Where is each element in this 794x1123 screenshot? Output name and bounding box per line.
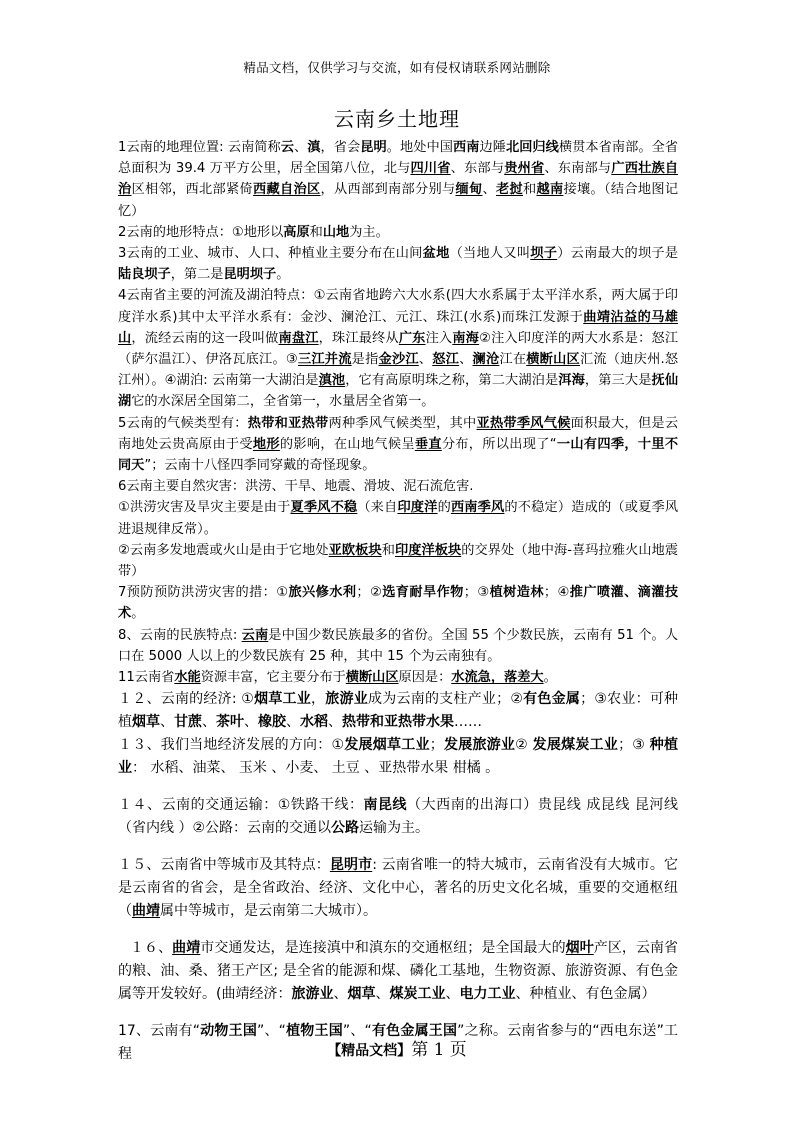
bold-term: 热带和亚热带水果 [342,714,454,731]
text-run: 、种植业、有色金属） [515,986,656,1003]
text-run: 原因是： [398,670,452,686]
bold-term: 洱海 [558,373,585,389]
text-run: ，第二是 [170,267,224,283]
paragraph-4 [118,285,678,412]
text-run: 的交界处（地中海-喜玛拉雅火山地震带） [118,542,679,580]
text-run: 、 [375,986,390,1003]
text-run: 它的水深居全国第二，全省第一，水量居全省第一。 [131,394,435,410]
bold-term: 发展烟草工业 [344,737,430,754]
text-run: ；③ [463,585,490,601]
text-run: ，省会 [320,140,361,155]
bold-term: 高原 [283,224,310,240]
text-run: 8、云南的民族特点: [118,627,242,643]
bold-term: 亚热带季风气候 [476,415,571,431]
bold-term: 电力工业 [459,986,516,1003]
text-run: 接壤。（结合地图记忆） [118,182,679,219]
bold-term: 有色金属 [523,691,581,708]
text-run: 分布，所以出现了“ [441,436,557,452]
bold-term: 水能 [174,670,201,686]
text-run: ；③ [618,737,650,754]
bold-term: 印度洋板块 [394,542,462,558]
text-run: 和 [522,182,537,198]
page-header-notice: 精品文档，仅供学习与交流，如有侵权请联系网站删除 [243,60,551,75]
bold-term: 有色金属王国 [371,1023,458,1040]
text-run: 、东部与 [450,161,505,177]
text-run: 边陲 [479,140,506,155]
bold-term: 植树造林 [489,585,544,601]
bold-term: 南海 [452,330,480,346]
page-footer [0,1035,794,1060]
bold-term: 甘蔗 [174,714,202,731]
bold-term: 抚仙湖 [118,373,679,410]
bold-term: 烟叶 [565,940,594,957]
bold-term: 茶叶 [216,714,244,731]
bold-term: 盆地 [422,246,450,262]
bold-term: 种植业 [118,737,679,777]
paragraph-1 [118,137,678,222]
bold-term: 昆明坝子 [223,267,277,283]
paragraph-2 [118,222,678,243]
bold-term: 西藏自治区 [252,182,321,198]
text-run: ，珠江最终从 [318,330,399,346]
text-run: : 云南省唯一的特大城市，云南省没有大城市。它是云南省的省会，是全省政治、经济、文化中心，著名的历史文化名城，重要的交通枢纽（ [118,857,678,920]
paragraph-6 [118,476,678,497]
paragraph-5 [118,413,678,477]
bold-term: 植物王国 [285,1023,343,1040]
text-run: 的 [437,500,451,516]
bold-term: 水流急，落差大 [451,670,544,686]
text-run: 、 [294,140,308,155]
bold-term: 广东 [398,330,426,346]
bold-term: 南昆线 [363,797,408,814]
bold-term: 金沙江 [378,352,419,368]
bold-term: 陆良坝子 [118,267,171,283]
text-run: ②云南多发地震或火山是由于它地处 [118,542,329,558]
text-run: ”；云南十八怪四季同穿戴的奇怪现象。 [144,458,376,474]
paragraph-14 [118,794,678,840]
text-run: 6云南主要自然灾害：洪涝、干旱、地震、滑坡、泥石流危害. [118,479,474,495]
text-run: 江在 [499,352,527,368]
text-run: ①洪涝灾害及旱灾主要是由于 [118,500,291,516]
paragraph-3 [118,243,678,285]
paragraph-16 [118,937,678,1006]
text-run: 注入 [425,330,453,346]
text-run: ”、“ [257,1023,286,1040]
text-run: …… [454,714,482,731]
bold-term: 选育耐旱作物 [382,585,464,601]
bold-term: 水稻 [300,714,328,731]
text-run: １３、我们当地经济发展的方向：① [118,737,345,754]
text-run: １６、 [130,940,173,957]
bold-term: 推广喷灌、滴灌技术 [118,585,679,622]
bold-term: 烟草 [132,714,160,731]
bold-term: 热带和亚热带 [247,415,329,431]
bold-term: 发展煤炭工业 [532,737,619,754]
text-run: ”、“ [342,1023,372,1040]
text-run: 4云南省主要的河流及湖泊特点：①云南省地跨六大水系(四大水系属于太平洋水系，两大属于印度洋水系)其中太平洋水系有：金沙、澜沧江、元江、珠江(水系)而珠江发源于 [118,288,678,325]
text-run: ；③农业：可种植 [118,691,679,731]
text-run: 2云南的地形特点：①地形以 [118,224,284,240]
bold-term: 昆明 [360,140,387,155]
bold-term: 云南 [241,627,269,643]
paragraph-7 [118,497,678,539]
text-run: 的不稳定）造成的（或夏季风进退规律反常）。 [118,500,679,537]
text-run: 、 [286,714,300,731]
text-run: 为主。 [349,224,389,240]
bold-term: 怒江 [432,352,460,368]
text-run: 运输为主。 [359,820,430,837]
bold-term: 旅兴修水利 [288,585,357,601]
text-run: 3云南的工业、城市、人口、种植业主要分布在山间 [118,246,423,262]
text-run: 、东南部与 [544,161,612,177]
bold-term: 南盘江 [278,330,319,346]
text-run: 面积最大，但是云南地处云贵高原由于受 [118,415,679,452]
text-run: ；② [356,585,383,601]
text-run: 1云南的地理位置: 云南简称 [118,140,281,155]
text-run: （来自 [357,500,398,516]
text-run: 、 [445,986,460,1003]
text-run: ，从西部到南部分别与 [320,182,456,198]
bold-term: 澜沧 [472,352,500,368]
bold-term: 坝子 [530,246,558,262]
text-run: 和 [381,542,395,558]
bold-term: 曲靖 [172,940,201,957]
bold-term: 西南季风 [450,500,505,516]
text-run: ； [429,737,444,754]
text-run: ，流经云南的这一段叫做 [131,330,279,346]
bold-term: 山地 [322,224,350,240]
text-run: 11云南省 [118,670,175,686]
text-run: 。 [131,606,145,622]
bold-term: 动物王国 [200,1023,258,1040]
bold-term: 北回归线 [505,140,559,155]
paragraph-9 [118,582,678,624]
text-run: 属中等城市，是云南第二大城市）。 [160,903,377,920]
text-run: 区相邻，西北部紧倚 [131,182,253,198]
text-run: 、 [328,714,342,731]
text-run: １４、云南的交通运输：①铁路干线： [118,797,364,814]
paragraph-11 [118,667,678,688]
text-run: 产区，云南省的粮、油、桑、猪王产区; 是全省的能源和煤、磷化工基地，生物资源、旅游资源、有色金属等开发较好。(曲靖经济： [118,940,679,1003]
text-run: 17、云南有“ [118,1023,201,1040]
text-run: 、 [160,714,174,731]
text-run: ， [311,691,326,708]
text-run: 、 [202,714,216,731]
bold-term: 发展旅游业 [443,737,516,754]
text-run: ，第三大是 [584,373,652,389]
text-run: 汇流（迪庆州.怒江州）。④湖泊: 云南第一大湖泊是 [118,352,679,389]
text-run: 5云南的气候类型有： [118,415,248,431]
text-run: 7预防预防洪涝灾害的措：① [118,585,289,601]
bold-term: 烟草工业 [254,691,312,708]
bold-term: 广西壮族自治 [118,161,679,198]
text-run: 是指 [351,352,379,368]
paragraph-15 [118,854,678,923]
bold-term: 一山有四季，十里不同天 [118,436,679,474]
bold-term: 西南 [452,140,480,155]
bold-term: 横断山区 [526,352,580,368]
bold-term: 曲靖沾益的马雄山 [118,309,678,346]
bold-term: 老挝 [495,182,523,198]
text-run: ，它有高原明珠之称，第二大湖泊是 [345,373,559,389]
bold-term: 贵州省 [504,161,545,177]
text-run: 市交通发达，是连接滇中和滇东的交通枢纽；是全国最大的 [200,940,566,957]
text-run: ；④ [543,585,570,601]
text-run: 成为云南的支柱产业；② [368,691,524,708]
bold-term: 云 [280,140,295,155]
text-run: （当地人又叫 [449,246,531,262]
bold-term: 烟草 [347,986,376,1003]
bold-term: 亚欧板块 [328,542,382,558]
bold-term: 越南 [536,182,564,198]
bold-term: 滇 [307,140,321,155]
bold-term: 滇池 [318,373,346,389]
text-run: 、 [333,986,348,1003]
text-run: 、 [244,714,258,731]
bold-term: 地形 [252,436,280,452]
bold-term: 横断山区 [345,670,399,686]
text-run: ② [515,737,533,754]
page-number: 第 1 页 [411,1040,467,1060]
bold-term: 煤炭工业 [389,986,446,1003]
text-run: ）云南最大的坝子是 [557,246,679,262]
text-run: 的影响，在山地气候呈 [279,436,415,452]
paragraph-10 [118,625,678,667]
bold-term: 三江并流 [297,352,352,368]
bold-term: 旅游业 [291,986,334,1003]
text-run: 。 [276,267,290,283]
paragraph-12 [118,688,678,734]
text-run: 。地处中国 [386,140,453,155]
bold-term: 垂直 [414,436,442,452]
bold-term: 旅游业 [325,691,368,708]
text-run: 、 [418,352,433,368]
bold-term: 昆明市 [329,857,373,874]
paragraph-8 [118,540,678,582]
text-run: 资源丰富，它主要分布于 [200,670,346,686]
text-run: ②注入印度洋的两大水系是：怒江（萨尔温江）、伊洛瓦底江。③ [118,330,679,368]
bold-term: 印度洋 [397,500,438,516]
paragraph-13 [118,734,678,780]
bold-term: 四川省 [410,161,451,177]
document-title: 云南乡土地理 [334,107,460,131]
text-run: 横贯本省南部。全省总面积为 39.4 万平方公里，居全国第八位，北与 [118,140,679,177]
text-run: 。 [543,670,557,686]
text-run: １２、云南的经济: ① [118,691,255,708]
text-run: １５、云南省中等城市及其特点： [118,857,330,874]
bold-term: 曲靖 [132,903,160,920]
text-run: ”之称。云南省参与的“西电东送”工程 [118,1023,679,1063]
document-body [118,137,678,1066]
text-run: （大西南的出海口）贵昆线 成昆线 昆河线（省内线 ）②公路：云南的交通以 [118,797,678,837]
bold-term: 缅甸 [455,182,483,198]
text-run: ： 水稻、油菜、 玉米 、小麦、 土豆 、亚热带水果 柑橘 。 [132,760,500,777]
text-run: 是中国少数民族最多的省份。全国 55 个少数民族，云南有 51 个。人口在 5000 人以上的少数民族有 25 种，其中 15 个为云南独有。 [118,627,679,664]
bold-term: 夏季风不稳 [290,500,358,516]
footer-label: 【精品文档】 [327,1043,412,1059]
text-run: 、 [482,182,496,198]
text-run: 、 [459,352,473,368]
bold-term: 橡胶 [258,714,286,731]
text-run: 两种季风气候类型，其中 [328,415,477,431]
bold-term: 公路 [331,820,360,837]
text-run: 和 [309,224,323,240]
